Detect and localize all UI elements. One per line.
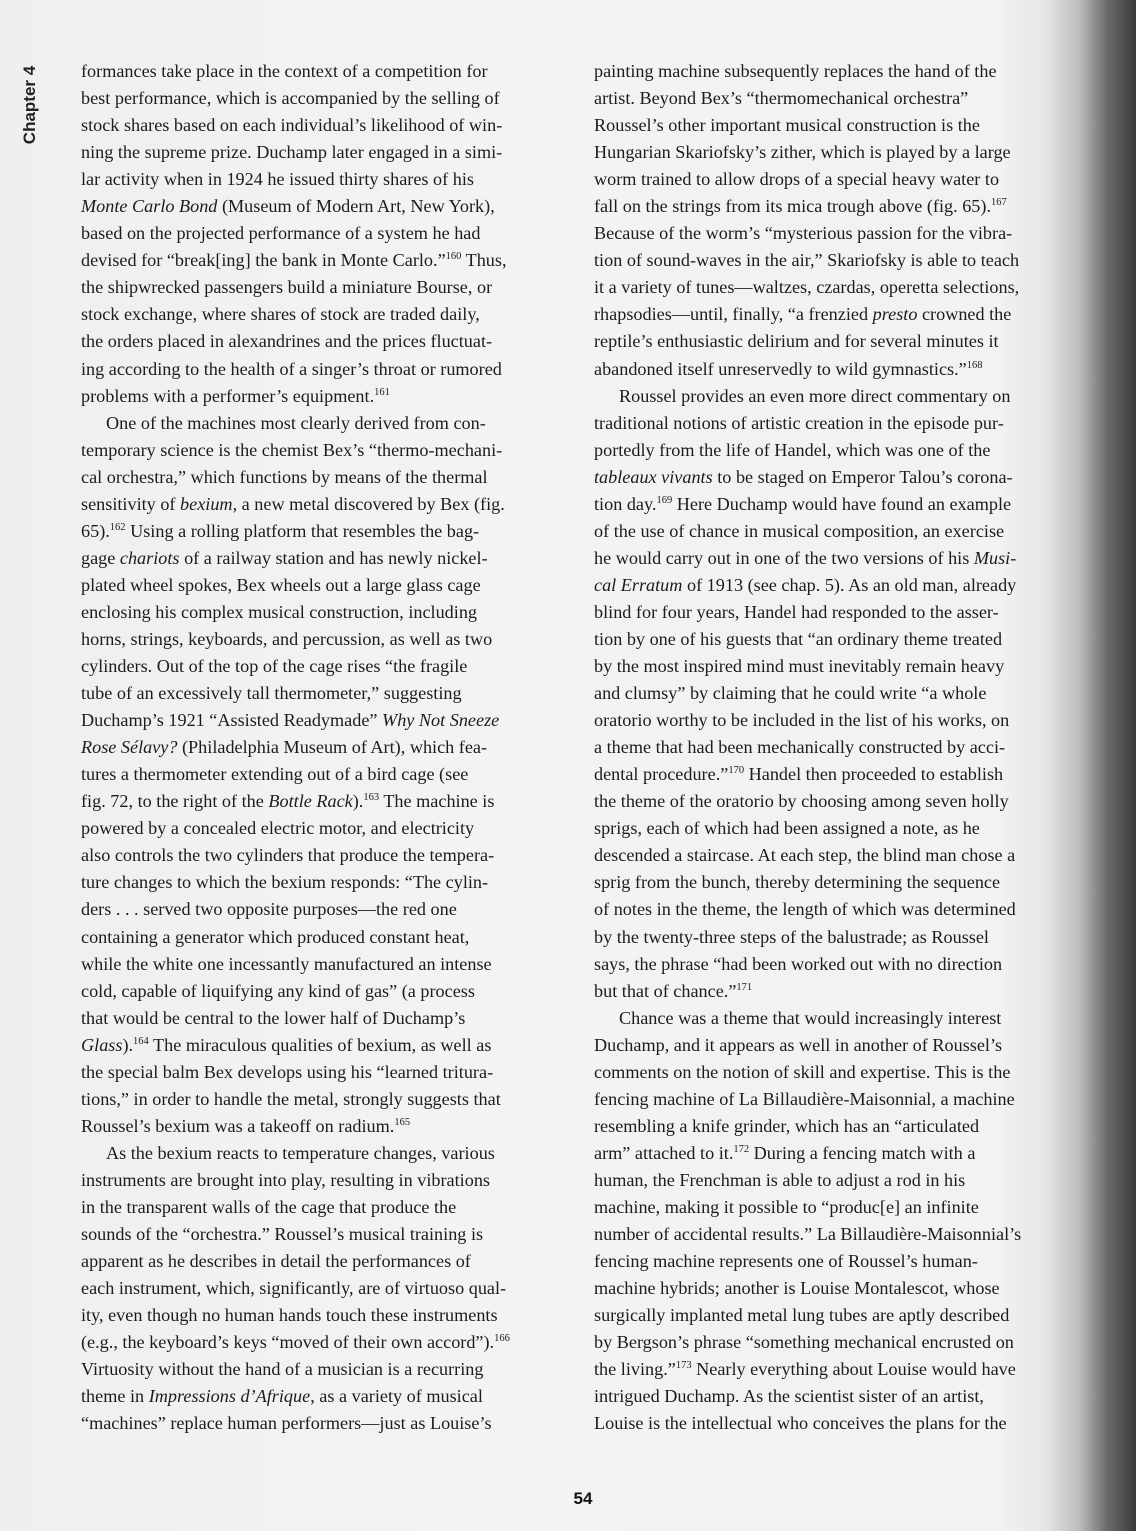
paragraph-first-line xyxy=(594,1005,1074,1032)
text-run: of 1913 (see chap. 5). As an old man, already xyxy=(682,574,1017,595)
text-run: fencing machine represents one of Roussel’s human- xyxy=(594,1251,978,1272)
text-run: ders . . . served two opposite purposes—the red one xyxy=(81,899,457,920)
text-run: of notes in the theme, the length of which was determined xyxy=(594,899,1016,920)
text-run: of the use of chance in musical composition, an exercise xyxy=(594,520,1005,541)
text-run: stock shares based on each individual’s likelihood of win- xyxy=(81,115,503,136)
text-line xyxy=(81,1410,561,1437)
text-run: artist. Beyond Bex’s “thermomechanical orchestra” xyxy=(594,88,969,109)
footnote-ref: 173 xyxy=(675,1360,692,1372)
text-run: cal orchestra,” which functions by means of the thermal xyxy=(81,466,488,487)
text-run: the theme of the oratorio by choosing among seven holly xyxy=(594,791,1009,812)
text-line xyxy=(594,410,1074,437)
text-line xyxy=(594,1302,1074,1329)
text-run: ning the supreme prize. Duchamp later engaged in a simi- xyxy=(81,142,503,163)
italic-title: Glass xyxy=(81,1034,123,1055)
italic-title: Monte Carlo Bond xyxy=(81,196,218,217)
text-line xyxy=(594,842,1074,869)
footnote-ref: 170 xyxy=(728,765,745,777)
footnote-ref: 161 xyxy=(374,386,390,398)
text-run: to be staged on Emperor Talou’s corona- xyxy=(712,466,1013,487)
text-line xyxy=(594,599,1074,626)
text-run: Roussel’s bexium was a takeoff on radium. xyxy=(81,1115,395,1136)
text-line xyxy=(594,1167,1074,1194)
text-line xyxy=(81,437,561,464)
text-line xyxy=(594,951,1074,978)
italic-title: cal Erratum xyxy=(594,574,683,595)
text-run: and clumsy” by claiming that he could write “a whole xyxy=(594,683,987,704)
text-run: oratorio worthy to be included in the list of his works, on xyxy=(594,710,1010,731)
text-run: formances take place in the context of a competition for xyxy=(81,61,488,81)
text-run: Here Duchamp would have found an example xyxy=(672,493,1012,514)
text-run: fig. 72, to the right of the xyxy=(81,791,269,812)
text-run: Duchamp, and it appears as well in another of Roussel’s xyxy=(594,1034,1003,1055)
italic-title: chariots xyxy=(119,547,180,568)
text-run: human, the Frenchman is able to adjust a rod in his xyxy=(594,1169,966,1190)
text-run: Using a rolling platform that resembles the bag- xyxy=(125,520,480,541)
paragraph-first-line xyxy=(594,383,1074,410)
text-line xyxy=(81,356,561,383)
text-run: Duchamp’s 1921 “Assisted Readymade” xyxy=(81,710,383,731)
text-line xyxy=(594,788,1074,815)
text-run: lar activity when in 1924 he issued thirty shares of his xyxy=(81,169,474,190)
text-line xyxy=(594,1248,1074,1275)
text-run: of a railway station and has newly nickel- xyxy=(179,547,488,568)
text-run: theme in xyxy=(81,1386,149,1407)
text-line xyxy=(594,328,1074,355)
text-run: also controls the two cylinders that produce the tempera- xyxy=(81,845,495,866)
text-line xyxy=(81,978,561,1005)
text-line xyxy=(594,1221,1074,1248)
text-run: resembling a knife grinder, which has an “articulated xyxy=(594,1115,980,1136)
text-line xyxy=(594,815,1074,842)
text-run: Roussel’s other important musical construction is the xyxy=(594,115,980,136)
text-line xyxy=(594,1113,1074,1140)
text-line xyxy=(81,896,561,923)
text-run: by Bergson’s phrase “something mechanical encrusted on xyxy=(594,1332,1014,1353)
text-run: temporary science is the chemist Bex’s “thermo-mechani- xyxy=(81,439,503,460)
text-line xyxy=(81,1167,561,1194)
text-line xyxy=(594,1410,1074,1437)
text-line xyxy=(81,383,561,410)
text-line xyxy=(594,274,1074,301)
text-run: ture changes to which the bexium responds: “The cylin- xyxy=(81,872,489,893)
text-run: gage xyxy=(81,547,120,568)
text-line xyxy=(81,112,561,139)
text-run: ity, even though no human hands touch these instruments xyxy=(81,1305,498,1326)
paragraph-first-line xyxy=(81,410,561,437)
text-run: fall on the strings from its mica trough above (fig. 65). xyxy=(594,196,992,217)
text-run: says, the phrase “had been worked out with no direction xyxy=(594,953,1003,974)
text-line xyxy=(81,1221,561,1248)
text-run: reptile’s enthusiastic delirium and for several minutes it xyxy=(594,331,999,352)
text-line xyxy=(81,464,561,491)
text-line xyxy=(81,1113,561,1140)
text-run: comments on the notion of skill and expertise. This is the xyxy=(594,1061,1011,1082)
right-column xyxy=(594,58,1074,1437)
text-run: abandoned itself unreservedly to wild gymnastics.” xyxy=(594,358,967,379)
italic-title: Bottle Rack xyxy=(268,791,353,812)
text-line xyxy=(594,193,1074,220)
text-run: sounds of the “orchestra.” Roussel’s musical training is xyxy=(81,1224,484,1245)
text-run: rhapsodies—until, finally, “a frenzied xyxy=(594,304,873,325)
text-run: tion day. xyxy=(594,493,657,514)
text-line xyxy=(81,1356,561,1383)
footnote-ref: 167 xyxy=(991,197,1007,209)
text-run: (Philadelphia Museum of Art), which fea- xyxy=(177,737,488,758)
text-run: (e.g., the keyboard’s keys “moved of their own accord”). xyxy=(81,1332,495,1353)
text-line xyxy=(81,58,561,85)
text-line xyxy=(594,707,1074,734)
text-run: ). xyxy=(352,791,364,812)
text-line xyxy=(81,680,561,707)
text-run: Because of the worm’s “mysterious passion for the vibra- xyxy=(594,223,1013,244)
text-line xyxy=(81,572,561,599)
text-run: plated wheel spokes, Bex wheels out a large glass cage xyxy=(81,574,481,595)
text-line xyxy=(594,924,1074,951)
text-line xyxy=(81,85,561,112)
text-line xyxy=(594,301,1074,328)
text-line xyxy=(594,464,1074,491)
text-run: fencing machine of La Billaudière-Maisonnial, a machine xyxy=(594,1088,1015,1109)
text-run: painting machine subsequently replaces the hand of the xyxy=(594,61,997,81)
text-line xyxy=(594,1194,1074,1221)
text-run: Handel then proceeded to establish xyxy=(744,764,1004,785)
left-column xyxy=(81,58,561,1437)
text-run: tions,” in order to handle the metal, strongly suggests that xyxy=(81,1088,501,1109)
text-line xyxy=(594,112,1074,139)
text-run: traditional notions of artistic creation in the episode pur- xyxy=(594,412,1004,433)
text-line xyxy=(81,815,561,842)
text-line xyxy=(594,1329,1074,1356)
text-run: During a fencing match with a xyxy=(749,1142,976,1163)
text-line xyxy=(81,626,561,653)
text-run: , as a variety of musical xyxy=(310,1386,483,1407)
text-run: apparent as he describes in detail the performances of xyxy=(81,1251,471,1272)
text-run: crowned the xyxy=(917,304,1012,325)
text-line xyxy=(594,869,1074,896)
text-line xyxy=(594,518,1074,545)
text-line xyxy=(81,274,561,301)
text-line xyxy=(594,85,1074,112)
text-run: ing according to the health of a singer’s throat or rumored xyxy=(81,358,502,379)
footnote-ref: 169 xyxy=(656,494,673,506)
text-run: One of the machines most clearly derived from con- xyxy=(106,412,486,433)
text-run: tures a thermometer extending out of a bird cage (see xyxy=(81,764,469,785)
text-line xyxy=(81,707,561,734)
text-line xyxy=(594,761,1074,788)
italic-title: bexium xyxy=(180,493,233,514)
text-line xyxy=(594,1059,1074,1086)
text-line xyxy=(594,978,1074,1005)
text-run: tube of an excessively tall thermometer,” suggesting xyxy=(81,683,462,704)
text-line xyxy=(594,247,1074,274)
text-run: As the bexium reacts to temperature changes, various xyxy=(106,1142,495,1163)
text-run: based on the projected performance of a system he had xyxy=(81,223,481,244)
text-run: machine hybrids; another is Louise Montalescot, whose xyxy=(594,1278,1000,1299)
text-line xyxy=(594,545,1074,572)
text-run: “machines” replace human performers—just as Louise’s xyxy=(81,1413,492,1434)
chapter-label: Chapter 4 xyxy=(20,65,39,145)
text-line xyxy=(81,139,561,166)
text-run: machine, making it possible to “produc[e] an infinite xyxy=(594,1196,979,1217)
text-run: problems with a performer’s equipment. xyxy=(81,385,375,406)
text-run: Chance was a theme that would increasingly interest xyxy=(619,1007,1002,1028)
text-run: The miraculous qualities of bexium, as well as xyxy=(148,1034,492,1055)
page-number: 54 xyxy=(573,1489,593,1508)
text-line xyxy=(594,1086,1074,1113)
footnote-ref: 166 xyxy=(494,1333,510,1345)
text-run: instruments are brought into play, resulting in vibrations xyxy=(81,1169,490,1190)
text-run: horns, strings, keyboards, and percussion, as well as two xyxy=(81,628,493,649)
text-line xyxy=(594,139,1074,166)
text-run: tion of sound-waves in the air,” Skariofsky is able to teach xyxy=(594,250,1020,271)
text-run: Louise is the intellectual who conceives the plans for the xyxy=(594,1413,1007,1434)
text-run: portedly from the life of Handel, which was one of the xyxy=(594,439,991,460)
text-line xyxy=(81,761,561,788)
italic-title: Musi- xyxy=(973,547,1017,568)
text-line xyxy=(81,220,561,247)
text-run: sprigs, each of which had been assigned a note, as he xyxy=(594,818,980,839)
text-line xyxy=(594,626,1074,653)
text-line xyxy=(81,924,561,951)
text-line xyxy=(81,545,561,572)
text-run: , a new metal discovered by Bex (fig. xyxy=(232,493,505,514)
text-run: surgically implanted metal lung tubes are aptly described xyxy=(594,1305,1010,1326)
running-head xyxy=(12,60,48,150)
text-line xyxy=(81,1248,561,1275)
text-line xyxy=(594,491,1074,518)
text-line xyxy=(81,1059,561,1086)
text-line xyxy=(594,680,1074,707)
text-line xyxy=(81,1005,561,1032)
text-line xyxy=(594,734,1074,761)
text-line xyxy=(81,1329,561,1356)
footnote-ref: 165 xyxy=(394,1116,411,1128)
text-line xyxy=(594,1275,1074,1302)
text-line xyxy=(594,1383,1074,1410)
text-run: worm trained to allow drops of a special heavy water to xyxy=(594,169,1000,190)
text-run: a theme that had been mechanically constructed by acci- xyxy=(594,737,1006,758)
text-line xyxy=(594,572,1074,599)
text-run: by the twenty-three steps of the balustrade; as Roussel xyxy=(594,926,989,947)
text-line xyxy=(81,1086,561,1113)
text-line xyxy=(81,653,561,680)
italic-title: Rose Sélavy? xyxy=(81,737,178,758)
text-run: containing a generator which produced constant heat, xyxy=(81,926,470,947)
text-run: the orders placed in alexandrines and the prices fluctuat- xyxy=(81,331,493,352)
text-run: (Museum of Modern Art, New York), xyxy=(217,196,495,217)
text-run: cold, capable of liquifying any kind of gas” (a process xyxy=(81,980,475,1001)
text-line xyxy=(81,1302,561,1329)
text-run: but that of chance.” xyxy=(594,980,737,1001)
text-line xyxy=(81,328,561,355)
italic-title: tableaux vivants xyxy=(594,466,713,487)
footnote-ref: 172 xyxy=(733,1143,750,1155)
text-run: the living.” xyxy=(594,1359,676,1380)
footnote-ref: 164 xyxy=(133,1035,149,1047)
text-line xyxy=(81,1194,561,1221)
text-line xyxy=(81,788,561,815)
text-line xyxy=(594,653,1074,680)
text-line xyxy=(81,518,561,545)
text-run: that would be central to the lower half of Duchamp’s xyxy=(81,1007,466,1028)
text-run: it a variety of tunes—waltzes, czardas, operetta selections, xyxy=(594,277,1020,298)
text-run: stock exchange, where shares of stock are traded daily, xyxy=(81,304,480,325)
text-line xyxy=(594,896,1074,923)
text-run: Thus, xyxy=(461,250,507,271)
text-run: enclosing his complex musical construction, including xyxy=(81,601,478,622)
text-line xyxy=(81,1275,561,1302)
footnote-ref: 163 xyxy=(363,792,380,804)
text-run: by the most inspired mind must inevitably remain heavy xyxy=(594,656,1005,677)
text-line xyxy=(594,166,1074,193)
text-run: Roussel provides an even more direct commentary on xyxy=(619,385,1011,406)
text-run: powered by a concealed electric motor, and electricity xyxy=(81,818,475,839)
text-run: tion by one of his guests that “an ordinary theme treated xyxy=(594,628,1003,649)
footnote-ref: 160 xyxy=(445,251,462,263)
text-line xyxy=(594,437,1074,464)
text-run: dental procedure.” xyxy=(594,764,729,785)
text-run: descended a staircase. At each step, the blind man chose a xyxy=(594,845,1016,866)
paragraph-first-line xyxy=(81,1140,561,1167)
text-run: sensitivity of xyxy=(81,493,181,514)
text-run: each instrument, which, significantly, are of virtuoso qual- xyxy=(81,1278,507,1299)
text-line xyxy=(594,58,1074,85)
text-run: arm” attached to it. xyxy=(594,1142,734,1163)
text-run: Nearly everything about Louise would have xyxy=(691,1359,1016,1380)
text-run: the special balm Bex develops using his “learned tritura- xyxy=(81,1061,494,1082)
text-line xyxy=(81,1383,561,1410)
text-run: blind for four years, Handel had responded to the asser- xyxy=(594,601,999,622)
text-line xyxy=(81,869,561,896)
text-run: sprig from the bunch, thereby determining the sequence xyxy=(594,872,1001,893)
text-line xyxy=(81,951,561,978)
text-run: the shipwrecked passengers build a miniature Bourse, or xyxy=(81,277,493,298)
text-run: The machine is xyxy=(379,791,495,812)
footnote-ref: 171 xyxy=(736,981,753,993)
text-run: he would carry out in one of the two versions of his xyxy=(594,547,974,568)
italic-title: Why Not Sneeze xyxy=(382,710,500,731)
text-run: number of accidental results.” La Billaudière-Maisonnial’s xyxy=(594,1224,1022,1245)
text-line xyxy=(594,356,1074,383)
text-run: Virtuosity without the hand of a musician is a recurring xyxy=(81,1359,484,1380)
text-line xyxy=(594,220,1074,247)
text-run: devised for “break[ing] the bank in Monte Carlo.” xyxy=(81,250,446,271)
text-run: intrigued Duchamp. As the scientist sister of an artist, xyxy=(594,1386,984,1407)
italic-title: Impressions d’Afrique xyxy=(148,1386,311,1407)
text-run: while the white one incessantly manufactured an intense xyxy=(81,953,492,974)
text-run: ). xyxy=(122,1034,134,1055)
text-line xyxy=(81,193,561,220)
text-line xyxy=(81,734,561,761)
text-run: cylinders. Out of the top of the cage rises “the fragile xyxy=(81,656,468,677)
text-run: best performance, which is accompanied by the selling of xyxy=(81,88,500,109)
text-line xyxy=(81,1032,561,1059)
text-line xyxy=(594,1356,1074,1383)
text-run: Hungarian Skariofsky’s zither, which is played by a large xyxy=(594,142,1011,163)
text-line xyxy=(81,491,561,518)
text-line xyxy=(81,166,561,193)
text-run: in the transparent walls of the cage that produce the xyxy=(81,1196,457,1217)
text-line xyxy=(594,1032,1074,1059)
footnote-ref: 168 xyxy=(966,359,983,371)
italic-title: presto xyxy=(872,304,918,325)
text-run: 65). xyxy=(81,520,110,541)
text-line xyxy=(81,842,561,869)
footnote-ref: 162 xyxy=(109,521,126,533)
text-line xyxy=(81,301,561,328)
text-line xyxy=(81,599,561,626)
text-line xyxy=(594,1140,1074,1167)
text-line xyxy=(81,247,561,274)
